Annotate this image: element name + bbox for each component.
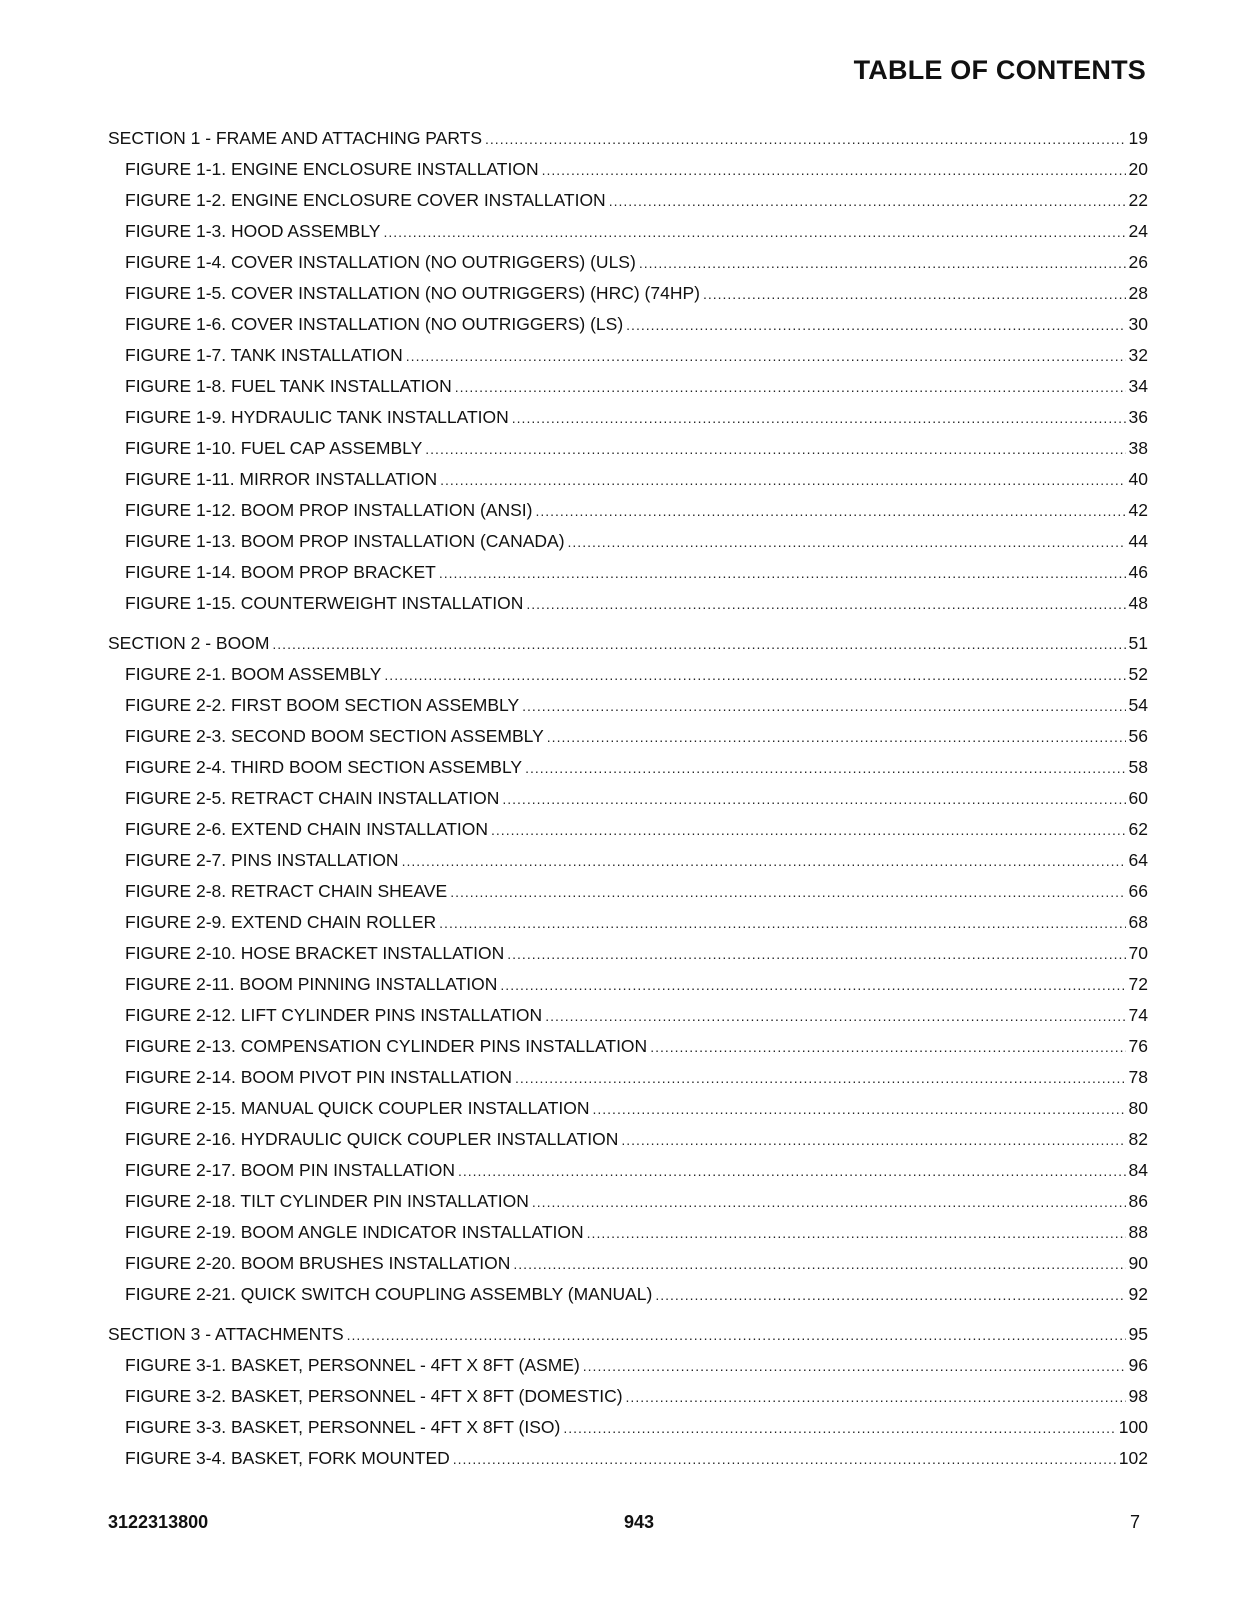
page-footer (108, 1512, 1148, 1536)
dot-leader (440, 468, 1125, 492)
toc-entry-title: FIGURE 1-15. COUNTERWEIGHT INSTALLATION (125, 593, 524, 613)
toc-figure-entry[interactable] (108, 467, 1148, 498)
toc-figure-entry[interactable] (108, 817, 1148, 848)
toc-entry-page: 80 (1128, 1098, 1148, 1118)
toc-entry-page: 51 (1128, 633, 1148, 653)
toc-entry-title: FIGURE 2-11. BOOM PINNING INSTALLATION (125, 974, 498, 994)
toc-entry-page: 90 (1128, 1253, 1148, 1273)
toc-entry-page: 42 (1128, 500, 1148, 520)
dot-leader (609, 189, 1126, 213)
toc-figure-entry[interactable] (108, 724, 1148, 755)
toc-entry-title: FIGURE 2-14. BOOM PIVOT PIN INSTALLATION (125, 1067, 513, 1087)
toc-entry-title: FIGURE 2-7. PINS INSTALLATION (125, 850, 399, 870)
toc-entry-title: FIGURE 3-1. BASKET, PERSONNEL - 4FT X 8FT (ASME) (125, 1355, 580, 1375)
toc-entry-page: 30 (1128, 314, 1148, 334)
toc-figure-entry[interactable] (108, 436, 1148, 467)
dot-leader (513, 1252, 1125, 1276)
toc-entry-page: 36 (1128, 407, 1148, 427)
dot-leader (439, 911, 1125, 935)
toc-entry-page: 58 (1128, 757, 1148, 777)
dot-leader (655, 1283, 1125, 1307)
dot-leader (542, 158, 1126, 182)
dot-leader (526, 592, 1125, 616)
toc-figure-entry[interactable] (108, 1353, 1148, 1384)
toc-figure-entry[interactable] (108, 910, 1148, 941)
toc-entry-page: 70 (1128, 943, 1148, 963)
dot-leader (439, 561, 1126, 585)
toc-entry-title: FIGURE 2-16. HYDRAULIC QUICK COUPLER INSTALLATION (125, 1129, 619, 1149)
dot-leader (639, 251, 1126, 275)
toc-entry-title: FIGURE 1-4. COVER INSTALLATION (NO OUTRIGGERS) (ULS) (125, 252, 636, 272)
toc-entry-page: 95 (1128, 1324, 1148, 1344)
dot-leader (593, 1097, 1126, 1121)
toc-figure-entry[interactable] (108, 219, 1148, 250)
dot-leader (455, 375, 1126, 399)
dot-leader (568, 530, 1126, 554)
dot-leader (347, 1323, 1126, 1347)
toc-figure-entry[interactable] (108, 529, 1148, 560)
page-title: TABLE OF CONTENTS (853, 55, 1146, 85)
toc-entry-title: SECTION 2 - BOOM (108, 633, 270, 653)
toc-entry-page: 64 (1128, 850, 1148, 870)
toc-entry-title: FIGURE 2-4. THIRD BOOM SECTION ASSEMBLY (125, 757, 523, 777)
toc-figure-entry[interactable] (108, 498, 1148, 529)
dot-leader (450, 880, 1125, 904)
toc-entry-page: 72 (1128, 974, 1148, 994)
toc-entry-title: FIGURE 2-9. EXTEND CHAIN ROLLER (125, 912, 437, 932)
dot-leader (272, 632, 1125, 656)
dot-leader (532, 1190, 1126, 1214)
dot-leader (406, 344, 1126, 368)
dot-leader (522, 694, 1125, 718)
toc-figure-entry[interactable] (108, 1034, 1148, 1065)
toc-entry-title: SECTION 3 - ATTACHMENTS (108, 1324, 344, 1344)
toc-entry-title: FIGURE 1-3. HOOD ASSEMBLY (125, 221, 381, 241)
dot-leader (425, 437, 1125, 461)
toc-figure-entry[interactable] (108, 281, 1148, 312)
toc-entry-page: 56 (1128, 726, 1148, 746)
dot-leader (563, 1416, 1115, 1440)
toc-entry-title: FIGURE 2-21. QUICK SWITCH COUPLING ASSEMBLY (MANUAL) (125, 1284, 653, 1304)
toc-section-entry[interactable] (108, 631, 1148, 662)
toc-figure-entry[interactable] (108, 662, 1148, 693)
toc-figure-entry[interactable] (108, 1220, 1148, 1251)
toc-entry-title: FIGURE 2-2. FIRST BOOM SECTION ASSEMBLY (125, 695, 520, 715)
toc-entry-title: FIGURE 1-11. MIRROR INSTALLATION (125, 469, 438, 489)
toc-figure-entry[interactable] (108, 1384, 1148, 1415)
toc-entry-title: FIGURE 1-1. ENGINE ENCLOSURE INSTALLATION (125, 159, 539, 179)
toc-figure-entry[interactable] (108, 1127, 1148, 1158)
toc-figure-entry[interactable] (108, 560, 1148, 591)
dot-leader (515, 1066, 1126, 1090)
dot-leader (626, 1385, 1126, 1409)
dot-leader (547, 725, 1126, 749)
toc-entry-page: 88 (1128, 1222, 1148, 1242)
toc-figure-entry[interactable] (108, 591, 1148, 622)
dot-leader (545, 1004, 1125, 1028)
toc-figure-entry[interactable] (108, 343, 1148, 374)
dot-leader (458, 1159, 1126, 1183)
toc-entry-title: FIGURE 2-1. BOOM ASSEMBLY (125, 664, 382, 684)
toc-entry-page: 48 (1128, 593, 1148, 613)
toc-entry-page: 84 (1128, 1160, 1148, 1180)
toc-entry-page: 86 (1128, 1191, 1148, 1211)
toc-entry-title: FIGURE 1-5. COVER INSTALLATION (NO OUTRIGGERS) (HRC) (74HP) (125, 283, 700, 303)
toc-entry-title: FIGURE 1-9. HYDRAULIC TANK INSTALLATION (125, 407, 509, 427)
toc-entry-title: FIGURE 1-13. BOOM PROP INSTALLATION (CANADA) (125, 531, 565, 551)
toc-entry-title: FIGURE 2-5. RETRACT CHAIN INSTALLATION (125, 788, 500, 808)
toc-entry-title: FIGURE 2-17. BOOM PIN INSTALLATION (125, 1160, 455, 1180)
toc-entry-page: 76 (1128, 1036, 1148, 1056)
footer-page-number: 7 (1129, 1512, 1140, 1532)
dot-leader (621, 1128, 1125, 1152)
footer-model: 943 (624, 1512, 655, 1532)
toc-entry-title: FIGURE 2-15. MANUAL QUICK COUPLER INSTALLATION (125, 1098, 590, 1118)
dot-leader (525, 756, 1125, 780)
toc-entry-page: 92 (1128, 1284, 1148, 1304)
toc-figure-entry[interactable] (108, 1446, 1148, 1477)
toc-entry-page: 60 (1128, 788, 1148, 808)
toc-entry-title: FIGURE 3-2. BASKET, PERSONNEL - 4FT X 8FT (DOMESTIC) (125, 1386, 623, 1406)
toc-entry-page: 82 (1128, 1129, 1148, 1149)
toc-entry-page: 19 (1128, 128, 1148, 148)
toc-entry-title: FIGURE 2-6. EXTEND CHAIN INSTALLATION (125, 819, 489, 839)
dot-leader (485, 127, 1126, 151)
toc-entry-title: FIGURE 2-18. TILT CYLINDER PIN INSTALLATION (125, 1191, 529, 1211)
toc-entry-page: 22 (1128, 190, 1148, 210)
toc-entry-page: 52 (1128, 664, 1148, 684)
toc-entry-page: 44 (1128, 531, 1148, 551)
dot-leader (453, 1447, 1116, 1471)
toc-figure-entry[interactable] (108, 848, 1148, 879)
toc-entry-page: 62 (1128, 819, 1148, 839)
dot-leader (384, 663, 1125, 687)
dot-leader (512, 406, 1126, 430)
toc-entry-page: 74 (1128, 1005, 1148, 1025)
toc-entry-page: 46 (1128, 562, 1148, 582)
dot-leader (703, 282, 1126, 306)
toc-figure-entry[interactable] (108, 972, 1148, 1003)
toc-entry-page: 28 (1128, 283, 1148, 303)
toc-figure-entry[interactable] (108, 1158, 1148, 1189)
toc-figure-entry[interactable] (108, 1251, 1148, 1282)
dot-leader (491, 818, 1126, 842)
toc-entry-title: FIGURE 2-20. BOOM BRUSHES INSTALLATION (125, 1253, 511, 1273)
toc-entry-page: 102 (1118, 1448, 1148, 1468)
toc-figure-entry[interactable] (108, 1282, 1148, 1313)
toc-figure-entry[interactable] (108, 188, 1148, 219)
toc-figure-entry[interactable] (108, 879, 1148, 910)
dot-leader (587, 1221, 1126, 1245)
table-of-contents (108, 126, 1148, 1477)
toc-entry-title: FIGURE 2-12. LIFT CYLINDER PINS INSTALLATION (125, 1005, 543, 1025)
toc-entry-title: FIGURE 1-10. FUEL CAP ASSEMBLY (125, 438, 423, 458)
toc-entry-title: FIGURE 2-10. HOSE BRACKET INSTALLATION (125, 943, 505, 963)
toc-entry-title: FIGURE 2-13. COMPENSATION CYLINDER PINS INSTALLATION (125, 1036, 648, 1056)
toc-entry-page: 98 (1128, 1386, 1148, 1406)
toc-entry-title: FIGURE 2-3. SECOND BOOM SECTION ASSEMBLY (125, 726, 544, 746)
toc-entry-page: 38 (1128, 438, 1148, 458)
dot-leader (402, 849, 1126, 873)
footer-part-number: 3122313800 (108, 1512, 209, 1532)
toc-entry-page: 54 (1128, 695, 1148, 715)
toc-entry-page: 100 (1118, 1417, 1148, 1437)
toc-figure-entry[interactable] (108, 941, 1148, 972)
toc-figure-entry[interactable] (108, 157, 1148, 188)
toc-entry-title: FIGURE 1-2. ENGINE ENCLOSURE COVER INSTALLATION (125, 190, 606, 210)
toc-figure-entry[interactable] (108, 1003, 1148, 1034)
toc-figure-entry[interactable] (108, 374, 1148, 405)
toc-figure-entry[interactable] (108, 1065, 1148, 1096)
toc-entry-page: 66 (1128, 881, 1148, 901)
toc-figure-entry[interactable] (108, 1415, 1148, 1446)
dot-leader (650, 1035, 1125, 1059)
toc-entry-title: FIGURE 3-3. BASKET, PERSONNEL - 4FT X 8FT (ISO) (125, 1417, 561, 1437)
dot-leader (583, 1354, 1126, 1378)
toc-figure-entry[interactable] (108, 312, 1148, 343)
toc-figure-entry[interactable] (108, 250, 1148, 281)
toc-entry-title: SECTION 1 - FRAME AND ATTACHING PARTS (108, 128, 483, 148)
dot-leader (500, 973, 1125, 997)
toc-entry-title: FIGURE 2-8. RETRACT CHAIN SHEAVE (125, 881, 448, 901)
toc-entry-page: 24 (1128, 221, 1148, 241)
toc-entry-title: FIGURE 1-7. TANK INSTALLATION (125, 345, 403, 365)
toc-figure-entry[interactable] (108, 693, 1148, 724)
toc-entry-title: FIGURE 1-14. BOOM PROP BRACKET (125, 562, 436, 582)
toc-entry-title: FIGURE 3-4. BASKET, FORK MOUNTED (125, 1448, 450, 1468)
toc-entry-title: FIGURE 1-12. BOOM PROP INSTALLATION (ANSI) (125, 500, 533, 520)
dot-leader (502, 787, 1125, 811)
toc-entry-page: 96 (1128, 1355, 1148, 1375)
toc-section-entry[interactable] (108, 126, 1148, 157)
toc-entry-page: 34 (1128, 376, 1148, 396)
toc-entry-page: 20 (1128, 159, 1148, 179)
dot-leader (626, 313, 1125, 337)
toc-entry-title: FIGURE 1-6. COVER INSTALLATION (NO OUTRIGGERS) (LS) (125, 314, 624, 334)
toc-section-entry[interactable] (108, 1322, 1148, 1353)
toc-entry-page: 26 (1128, 252, 1148, 272)
toc-entry-page: 68 (1128, 912, 1148, 932)
dot-leader (535, 499, 1125, 523)
dot-leader (507, 942, 1125, 966)
toc-entry-title: FIGURE 2-19. BOOM ANGLE INDICATOR INSTALLATION (125, 1222, 584, 1242)
toc-figure-entry[interactable] (108, 755, 1148, 786)
toc-figure-entry[interactable] (108, 1096, 1148, 1127)
toc-figure-entry[interactable] (108, 405, 1148, 436)
toc-figure-entry[interactable] (108, 786, 1148, 817)
toc-entry-page: 40 (1128, 469, 1148, 489)
toc-entry-title: FIGURE 1-8. FUEL TANK INSTALLATION (125, 376, 452, 396)
toc-entry-page: 78 (1128, 1067, 1148, 1087)
toc-figure-entry[interactable] (108, 1189, 1148, 1220)
toc-entry-page: 32 (1128, 345, 1148, 365)
dot-leader (383, 220, 1125, 244)
